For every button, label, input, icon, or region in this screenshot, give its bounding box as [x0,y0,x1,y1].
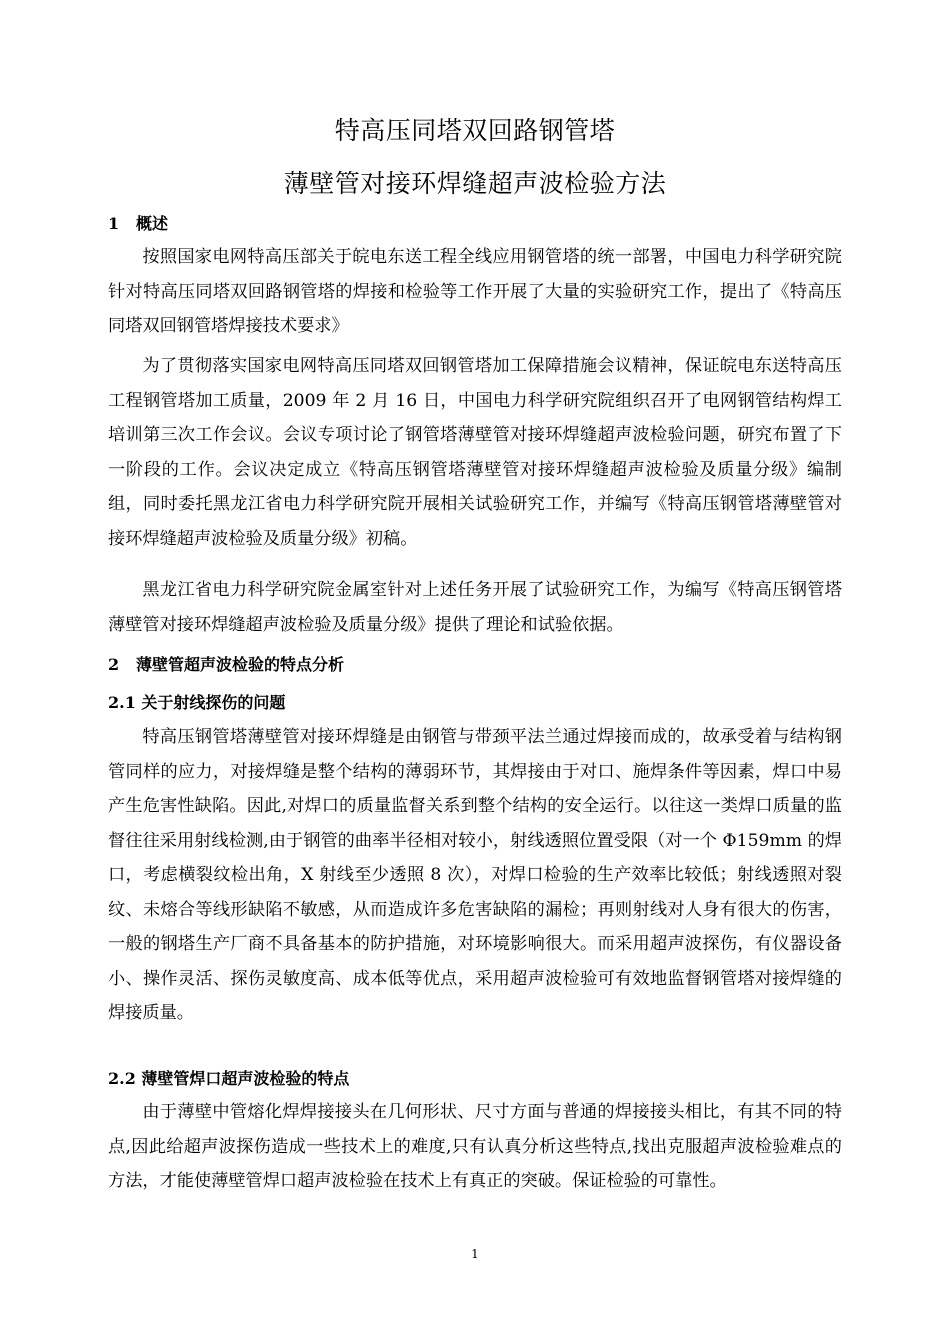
section-1-title: 概述 [136,214,169,233]
section-2-2-paragraph: 由于薄壁中管熔化焊焊接接头在几何形状、尺寸方面与普通的焊接接头相比，有其不同的特点,因此给超声波探伤造成一些技术上的难度,只有认真分析这些特点,找出克服超声波检验难点的方法，才能使薄壁管焊口超声波检验在技术上有真正的突破。保证检验的可靠性。 [108,1102,842,1191]
section-1-heading [108,212,168,236]
page-number: 1 [471,1247,479,1261]
section-1-number: 1 [108,214,120,233]
section-2-1-heading: 2.1 关于射线探伤的问题 [108,693,286,712]
document-title-line1: 特高压同塔双回路钢管塔 [334,116,616,145]
section-2-title: 薄壁管超声波检验的特点分析 [136,655,345,674]
section-2-2-heading: 2.2 薄壁管焊口超声波检验的特点 [108,1069,350,1088]
section-2-1-paragraph: 特高压钢管塔薄壁管对接环焊缝是由钢管与带颈平法兰通过焊接而成的，故承受着与结构钢管同样的应力，对接焊缝是整个结构的薄弱环节，其焊接由于对口、施焊条件等因素，焊口中易产生危害性缺陷。因此,对焊口的质量监督关系到整个结构的安全运行。以往这一类焊口质量的监督往往采用射线检测,由于钢管的曲率半径相对较小，射线透照位置受限（对一个 Φ159mm 的焊口，考虑横裂纹检出角，X 射线至少透照 8 次），对焊口检验的生产效率比较低；射线透照对裂纹、未熔合等线形缺陷不敏感，从而造成许多危害缺陷的漏检；再则射线对人身有很大的伤害，一般的钢塔生产厂商不具备基本的防护措施，对环境影响很大。而采用超声波探伤，有仪器设备小、操作灵活、探伤灵敏度高、成本低等优点，采用超声波检验可有效地监督钢管塔对接焊缝的焊接质量。 [108,727,842,1023]
document-title-line2: 薄壁管对接环焊缝超声波检验方法 [283,169,667,198]
section-1-paragraph-2: 为了贯彻落实国家电网特高压同塔双回钢管塔加工保障措施会议精神，保证皖电东送特高压工程钢管塔加工质量，2009 年 2 月 16 日，中国电力科学研究院组织召开了电网钢管结构焊工培训第三次工作会议。会议专项讨论了钢管塔薄壁管对接环焊缝超声波检验问题，研究布置了下一阶段的工作。会议决定成立《特高压钢管塔薄壁管对接环焊缝超声波检验及质量分级》编制组，同时委托黑龙江省电力科学研究院开展相关试验研究工作，并编写《特高压钢管塔薄壁管对接环焊缝超声波检验及质量分级》初稿。 [108,356,842,549]
section-2-number: 2 [108,655,120,674]
section-2-heading [108,653,344,677]
section-1-paragraph-3: 黑龙江省电力科学研究院金属室针对上述任务开展了试验研究工作，为编写《特高压钢管塔薄壁管对接环焊缝超声波检验及质量分级》提供了理论和试验依据。 [108,580,842,635]
section-1-paragraph-1: 按照国家电网特高压部关于皖电东送工程全线应用钢管塔的统一部署，中国电力科学研究院针对特高压同塔双回路钢管塔的焊接和检验等工作开展了大量的实验研究工作，提出了《特高压同塔双回钢管塔焊接技术要求》 [108,247,842,336]
